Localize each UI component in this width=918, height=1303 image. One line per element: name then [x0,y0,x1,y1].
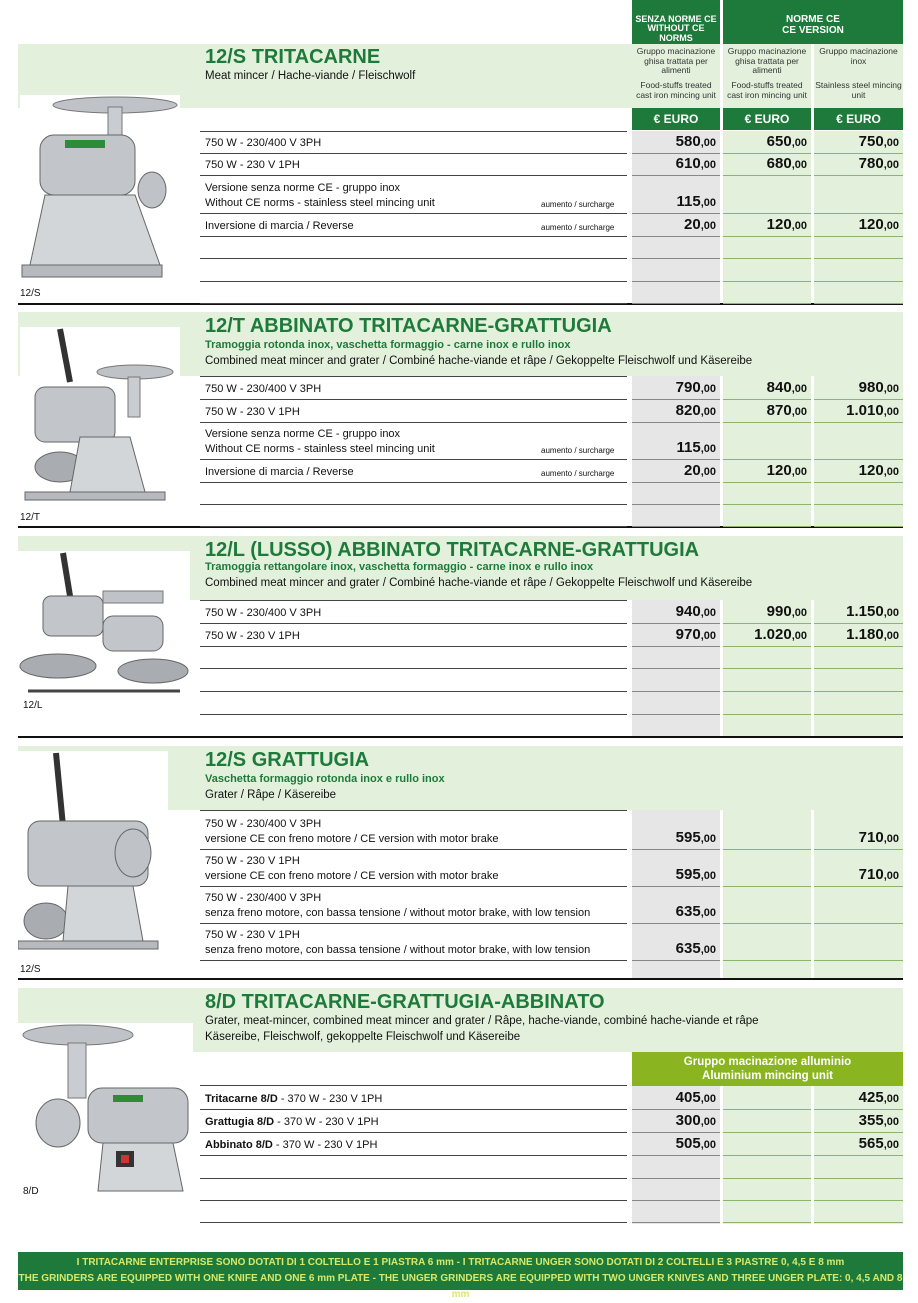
section-title: 12/T ABBINATO TRITACARNE-GRATTUGIA [205,315,612,337]
cell-line [814,691,903,692]
price-cell: 120,00 [766,462,807,479]
price-cell: 1.180,00 [846,626,899,643]
cell-line [814,281,903,282]
cell-line [723,1109,811,1110]
cell-line [814,459,903,460]
section-desc-2: Käsereibe, Fleischwolf, gekoppelte Fleischwolf und Käsereibe [205,1031,521,1043]
price-cell: 20,00 [684,216,716,233]
section-subtitle: Vaschetta formaggio rotonda inox e rullo inox [205,773,445,785]
cell-line [632,623,720,624]
cell-line [814,1155,903,1156]
cell-line [723,213,811,214]
price-cell: 300,00 [675,1112,716,1129]
cell-line [632,422,720,423]
row-line [200,399,627,400]
price-cell: 710,00 [858,866,899,883]
row-label-1: 750 W - 230/400 V 3PH [205,892,322,904]
price-cell: 840,00 [766,379,807,396]
cell-line [723,459,811,460]
price-cell: 115,00 [676,439,716,456]
section-12t-abbinato [18,312,903,528]
image-caption: 12/S [20,288,41,299]
cell-line [632,1155,720,1156]
mincer-grater-image [20,327,180,507]
cell-line [723,1178,811,1179]
row-label: 750 W - 230 V 1PH [205,159,300,171]
row-line [200,810,627,811]
price-cell: 870,00 [766,402,807,419]
row-line [200,886,627,887]
price-cell: 780,00 [858,155,899,172]
section-title: 8/D TRITACARNE-GRATTUGIA-ABBINATO [205,991,605,1013]
cell-line [814,849,903,850]
section-subtitle: Tramoggia rotonda inox, vaschetta formaggio - carne inox e rullo inox [205,339,571,351]
cell-line [723,236,811,237]
cell-line [814,1178,903,1179]
cell-line [814,258,903,259]
cell-line [723,1200,811,1201]
row-line [200,600,627,601]
cell-line [723,923,811,924]
cell-line [814,236,903,237]
cell-line [632,459,720,460]
cell-line [632,1132,720,1133]
row-label: 750 W - 230/400 V 3PH [205,383,322,395]
price-cell: 990,00 [766,603,807,620]
price-cell: 595,00 [675,866,716,883]
row-label: 750 W - 230/400 V 3PH [205,137,322,149]
price-cell: 505,00 [675,1135,716,1152]
row-line [200,646,627,647]
price-cell: 635,00 [675,903,716,920]
cell-line [632,303,720,304]
row-label: 750 W - 230 V 1PH [205,406,300,418]
cell-line [814,482,903,483]
row-line [200,1178,627,1179]
cell-line [723,422,811,423]
row-line [200,131,627,132]
section-desc: Combined meat mincer and grater / Combiné hache-viande et râpe / Gekoppelte Fleischwolf und Käsereibe [205,355,753,367]
cell-line [723,849,811,850]
cell-line [632,668,720,669]
row-label-2: versione CE con freno motore / CE version with motor brake [205,833,499,845]
cell-line [814,1200,903,1201]
cell-line [814,668,903,669]
euro-header-2: € EURO [723,108,811,130]
row-line [200,526,627,527]
price-cell: 650,00 [766,133,807,150]
row-label-1: 750 W - 230/400 V 3PH [205,818,322,830]
row-line [200,153,627,154]
row-label-1: Versione senza norme CE - gruppo inox [205,428,401,440]
cell-line [632,153,720,154]
cell-line [632,1109,720,1110]
price-cell: 565,00 [858,1135,899,1152]
price-cell: 980,00 [858,379,899,396]
cell-line [632,849,720,850]
image-caption: 8/D [23,1186,39,1197]
row-label-2: senza freno motore, con bassa tensione / without motor brake, with low tension [205,907,591,919]
cell-line [723,668,811,669]
col3-desc: Gruppo macinazione inox Stainless steel mincing unit [814,44,903,108]
euro-header-3: € EURO [814,108,903,130]
header-without-ce-it: SENZA NORME CE [635,14,717,24]
price-cell: 940,00 [675,603,716,620]
cell-line [814,886,903,887]
col2-desc: Gruppo macinazione ghisa trattata per alimenti Food-stuffs treated cast iron mincing unit [723,44,811,108]
price-cell: 820,00 [675,402,716,419]
row-line [200,258,627,259]
surcharge-label: aumento / surcharge [541,469,615,478]
row-line [200,668,627,669]
row-line [200,281,627,282]
cell-line [632,399,720,400]
cell-line [632,960,720,961]
row-line [200,714,627,715]
row-line [200,504,627,505]
cell-line [814,422,903,423]
cell-line [723,526,811,527]
row-label: Tritacarne 8/D - 370 W - 230 V 1PH [205,1093,383,1105]
cell-line [632,886,720,887]
cell-line [632,482,720,483]
price-cell: 680,00 [766,155,807,172]
section-desc: Combined meat mincer and grater / Combiné hache-viande et râpe / Gekoppelte Fleischwolf und Käsereibe [205,577,753,589]
cell-line [723,1155,811,1156]
row-line [200,623,627,624]
section-title: 12/S TRITACARNE [205,46,381,68]
header-ce-en: CE VERSION [782,24,844,36]
8d-mincer-image [18,1023,193,1198]
row-line [200,236,627,237]
footer-it: I TRITACARNE ENTERPRISE SONO DOTATI DI 1 COLTELLO E 1 PIASTRA 6 mm - I TRITACARNE UNGER SONO DOTATI DI 2 COLTELLI E 3 PIASTRE 0, 4,5 E 8 mm [76,1257,845,1268]
price-cell: 120,00 [858,462,899,479]
cell-line [814,1109,903,1110]
section-subtitle: Tramoggia rettangolare inox, vaschetta formaggio - carne inox e rullo inox [205,561,594,573]
header-without-ce-en: WITHOUT CE NORMS [647,23,705,43]
cell-line [814,1222,903,1223]
row-line [200,1132,627,1133]
cell-line [632,1200,720,1201]
row-line [200,213,627,214]
cell-line [723,175,811,176]
row-label-1: Versione senza norme CE - gruppo inox [205,182,401,194]
cell-line [723,1132,811,1133]
row-line [200,175,627,176]
cell-line [814,623,903,624]
cell-line [632,213,720,214]
row-line [200,482,627,483]
price-cell: 120,00 [766,216,807,233]
cell-line [723,258,811,259]
price-cell: 1.150,00 [846,603,899,620]
cell-line [723,646,811,647]
row-label: 750 W - 230 V 1PH [205,630,300,642]
row-line [200,459,627,460]
row-label-2: Without CE norms - stainless steel mincing unit [205,197,435,209]
cell-line [814,960,903,961]
cell-line [632,504,720,505]
row-label: Inversione di marcia / Reverse [205,466,354,478]
price-cell: 635,00 [675,940,716,957]
cell-line [632,923,720,924]
row-label-2: Without CE norms - stainless steel mincing unit [205,443,435,455]
row-line [200,1200,627,1201]
row-label: 750 W - 230/400 V 3PH [205,607,322,619]
price-cell: 20,00 [684,462,716,479]
footer-note [18,1252,903,1300]
row-line [200,303,627,304]
cell-line [723,399,811,400]
cell-line [814,714,903,715]
price-cell: 580,00 [675,133,716,150]
row-label-1: 750 W - 230 V 1PH [205,929,300,941]
section-desc: Grater / Râpe / Käsereibe [205,789,337,801]
header-ce-it: NORME CE [786,14,840,25]
cell-line [814,923,903,924]
price-cell: 750,00 [858,133,899,150]
price-cell: 425,00 [858,1089,899,1106]
cell-line [814,504,903,505]
cell-line [723,281,811,282]
cell-line [814,526,903,527]
price-cell: 610,00 [675,155,716,172]
cell-line [723,504,811,505]
cell-line [814,213,903,214]
price-cell: 970,00 [675,626,716,643]
aluminium-unit-header: Gruppo macinazione alluminio Aluminium mincing unit [632,1052,903,1086]
row-label-2: senza freno motore, con bassa tensione / without motor brake, with low tension [205,944,591,956]
grater-image [18,751,168,961]
row-line [200,923,627,924]
row-label-1: 750 W - 230 V 1PH [205,855,300,867]
row-line [200,1085,627,1086]
row-line [200,1109,627,1110]
row-line [200,960,627,961]
row-line [200,1222,627,1223]
cell-line [632,236,720,237]
price-cell: 405,00 [675,1089,716,1106]
cell-line [723,303,811,304]
price-cell: 710,00 [858,829,899,846]
row-line [200,849,627,850]
cell-line [723,714,811,715]
cell-line [814,399,903,400]
section-desc: Meat mincer / Hache-viande / Fleischwolf [205,70,416,82]
cell-line [632,1178,720,1179]
cell-line [632,1222,720,1223]
image-caption: 12/L [23,700,43,711]
row-line [200,376,627,377]
price-cell: 355,00 [858,1112,899,1129]
cell-line [723,623,811,624]
cell-line [632,281,720,282]
surcharge-label: aumento / surcharge [541,200,615,209]
price-cell: 1.010,00 [846,402,899,419]
cell-line [632,526,720,527]
price-cell: 595,00 [675,829,716,846]
cell-line [723,153,811,154]
section-8d [18,988,903,1246]
cell-line [814,1132,903,1133]
price-cell: 115,00 [676,193,716,210]
cell-line [723,960,811,961]
row-line [200,691,627,692]
lusso-mincer-grater-image [18,551,190,701]
footer-en: THE GRINDERS ARE EQUIPPED WITH ONE KNIFE AND ONE 6 mm PLATE - THE UNGER GRINDERS ARE EQUIPPED WITH TWO UNGER KNIVES AND THREE UNGER PLATE: 0, 4,5 AND 8 mm [18,1273,903,1300]
col1-desc: Gruppo macinazione ghisa trattata per alimenti Food-stuffs treated cast iron mincing unit [632,44,720,108]
row-line [200,422,627,423]
cell-line [632,258,720,259]
section-title: 12/S GRATTUGIA [205,749,370,771]
image-caption: 12/S [20,964,41,975]
price-cell: 1.020,00 [754,626,807,643]
row-label-2: versione CE con freno motore / CE version with motor brake [205,870,499,882]
price-cell: 120,00 [858,216,899,233]
cell-line [632,646,720,647]
row-line [200,1155,627,1156]
image-caption: 12/T [20,512,41,523]
surcharge-label: aumento / surcharge [541,446,615,455]
cell-line [814,175,903,176]
cell-line [814,153,903,154]
cell-line [723,691,811,692]
section-title: 12/L (LUSSO) ABBINATO TRITACARNE-GRATTUGIA [205,539,700,561]
row-label: Abbinato 8/D - 370 W - 230 V 1PH [205,1139,378,1151]
row-label: Grattugia 8/D - 370 W - 230 V 1PH [205,1116,379,1128]
cell-line [723,1222,811,1223]
section-desc: Grater, meat-mincer, combined meat mincer and grater / Râpe, hache-viande, combiné hache-viande et râpe [205,1015,759,1027]
cell-line [632,175,720,176]
euro-header-1: € EURO [632,108,720,130]
price-cell: 790,00 [675,379,716,396]
cell-line [632,691,720,692]
row-label: Inversione di marcia / Reverse [205,220,354,232]
cell-line [723,886,811,887]
surcharge-label: aumento / surcharge [541,223,615,232]
cell-line [814,646,903,647]
cell-line [723,482,811,483]
meat-mincer-image [20,95,180,290]
cell-line [814,303,903,304]
cell-line [632,714,720,715]
